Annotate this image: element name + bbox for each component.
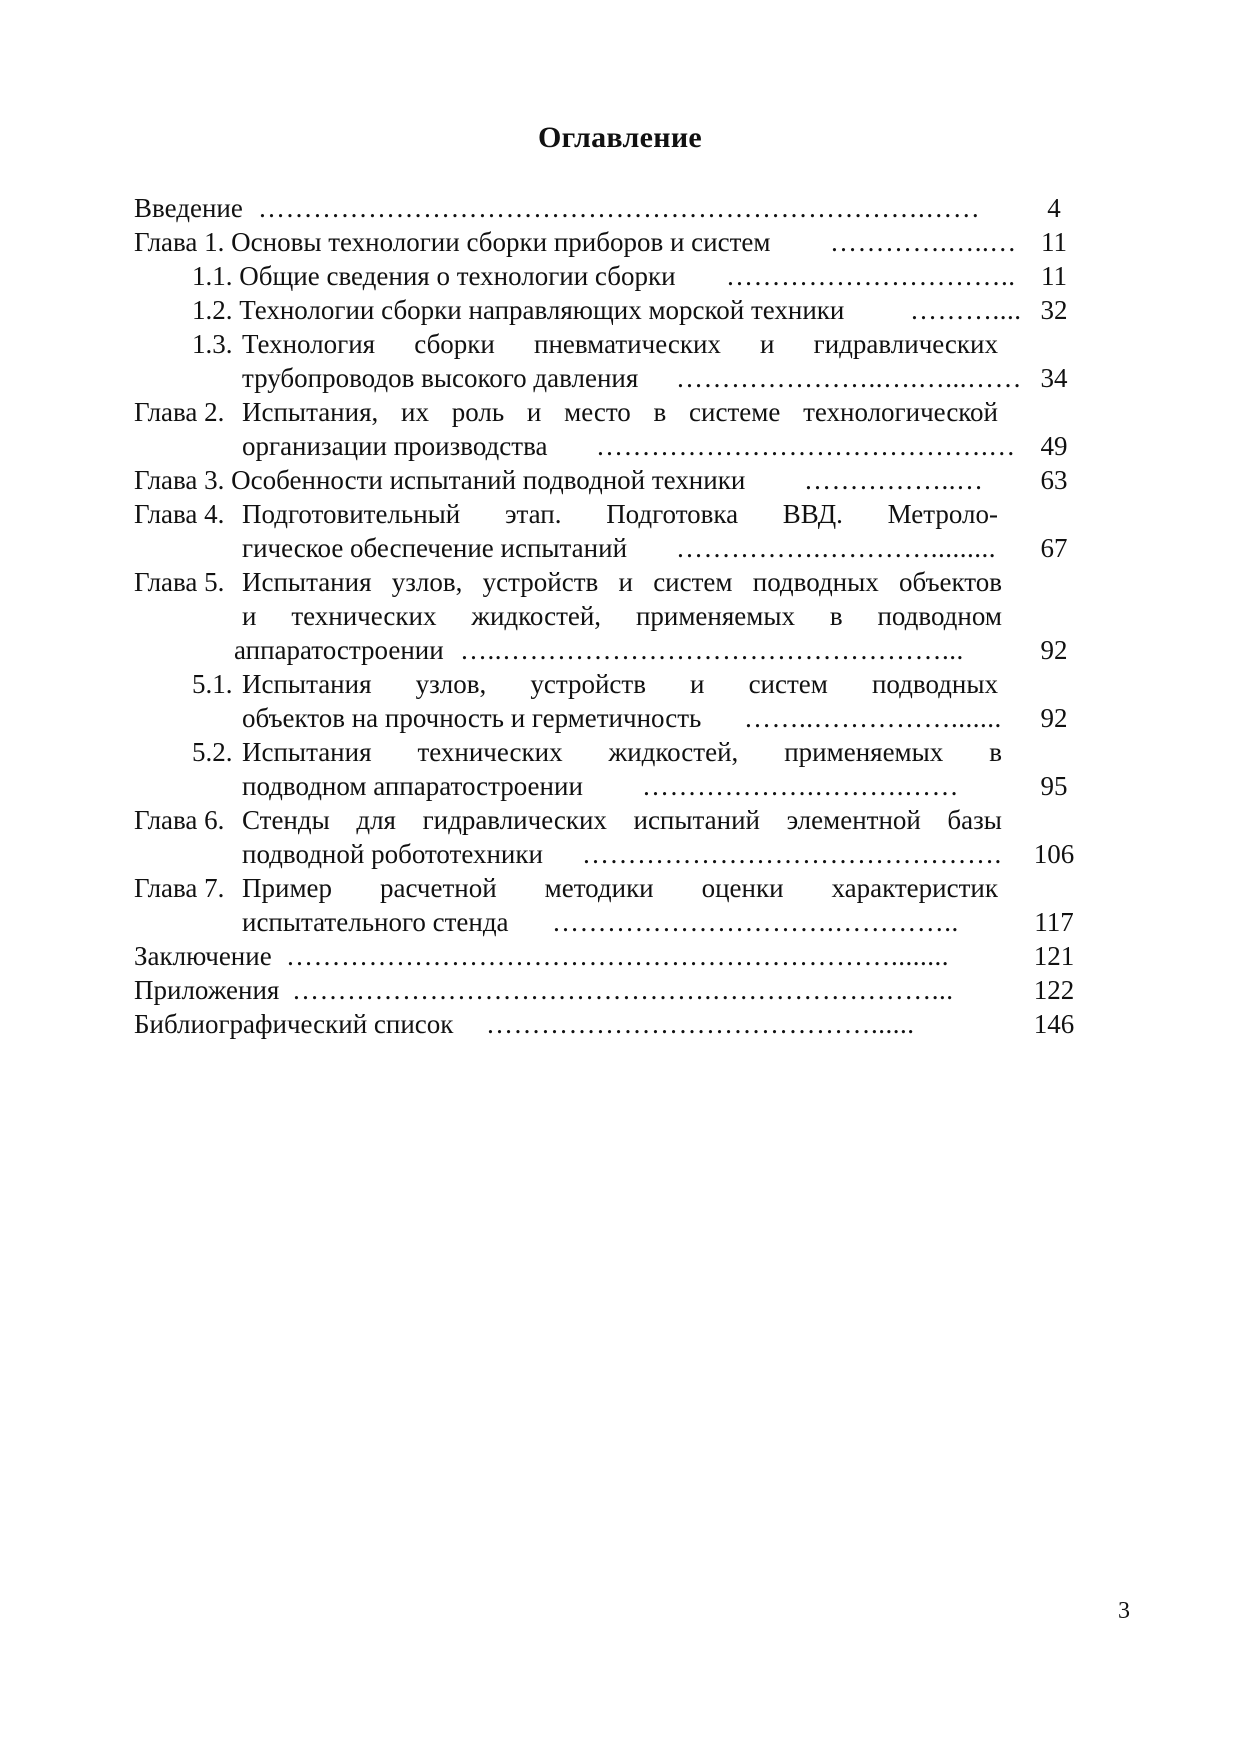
toc-word: объектов (899, 567, 1002, 597)
toc-entry-justified-text (242, 395, 998, 429)
page-title: Оглавление (537, 121, 703, 154)
toc-leader-dots: …………………………………………………………........ (286, 941, 949, 971)
toc-page-number: 92 (1040, 703, 1068, 733)
toc-word: Испытания, (242, 397, 379, 427)
toc-word: технологической (803, 397, 998, 427)
toc-page-number: 106 (1033, 839, 1075, 869)
toc-word: подводных (752, 567, 879, 597)
toc-entry-chapter-4[interactable] (134, 497, 1094, 531)
toc-entry-justified-text (242, 565, 1002, 599)
toc-word: технических (291, 601, 437, 631)
toc-page-number: 67 (1040, 533, 1068, 563)
toc-word: и (242, 601, 257, 631)
toc-word: Стенды (242, 805, 330, 835)
toc-leader-dots: ……………..… (804, 465, 984, 495)
toc-entry-lead: 5.2. (192, 737, 233, 767)
toc-leader-dots: ………….…..… (830, 227, 1017, 257)
toc-page-number: 11 (1041, 261, 1067, 291)
toc-entry-section-1-2[interactable] (134, 293, 1094, 327)
toc-entry-section-5-1[interactable] (134, 667, 1094, 701)
toc-word: технических (417, 737, 563, 767)
toc-word: Метроло- (887, 499, 998, 529)
toc-word: гидравлических (813, 329, 998, 359)
toc-leader-dots: …………………………………….… (596, 431, 1016, 461)
toc-entry-chapter-7[interactable] (134, 871, 1094, 905)
toc-word: в (829, 601, 843, 631)
toc-word: Технология (242, 329, 376, 359)
toc-entry-text: 1.1. Общие сведения о технологии сборки (192, 261, 676, 291)
toc-entry-conclusion[interactable] (134, 939, 1094, 973)
toc-leader-dots: ……………………………………………………………….…… (258, 193, 981, 223)
toc-entry-continuation[interactable] (134, 361, 1094, 395)
toc-entry-text: объектов на прочность и герметичность (242, 703, 702, 733)
toc-entry-bibliography[interactable] (134, 1007, 1094, 1041)
toc-entry-text: Приложения (134, 975, 280, 1005)
toc-word: этап. (504, 499, 562, 529)
toc-word: и (690, 669, 705, 699)
toc-word: жидкостей, (471, 601, 602, 631)
toc-word: в (989, 737, 1002, 767)
toc-entry-text: трубопроводов высокого давления (242, 363, 639, 393)
toc-word: для (356, 805, 396, 835)
toc-word: устройств (482, 567, 599, 597)
toc-word: методики (544, 873, 654, 903)
toc-word: их (401, 397, 429, 427)
toc-entry-justified-text (242, 667, 998, 701)
toc-leader-dots: ………………………………………. (582, 839, 1002, 869)
toc-word: подводных (871, 669, 998, 699)
toc-entry-continuation[interactable] (134, 531, 1094, 565)
toc-entry-chapter-3[interactable] (134, 463, 1094, 497)
toc-word: жидкостей, (608, 737, 739, 767)
toc-leader-dots: ……….... (910, 295, 1022, 325)
toc-entry-justified-text (242, 599, 1002, 633)
toc-leader-dots: ………………………….. (726, 261, 1016, 291)
toc-entry-text: Библиографический список (134, 1009, 454, 1039)
toc-entry-text: подводном аппаратостроении (242, 771, 583, 801)
toc-word: и (760, 329, 775, 359)
toc-word: роль (451, 397, 505, 427)
toc-entry-section-5-2[interactable] (134, 735, 1094, 769)
toc-entry-section-1-1[interactable] (134, 259, 1094, 293)
toc-page-number: 49 (1040, 431, 1068, 461)
toc-entry-chapter-5[interactable] (134, 565, 1094, 599)
toc-entry-lead: Глава 7. (134, 873, 225, 903)
toc-page-number: 92 (1040, 635, 1068, 665)
toc-page-number: 122 (1033, 975, 1075, 1005)
toc-entry-chapter-1[interactable] (134, 225, 1094, 259)
toc-word: применяемых (784, 737, 944, 767)
table-of-contents (134, 191, 1094, 1041)
page-number: 3 (1118, 1598, 1130, 1624)
toc-entry-justified-text (242, 735, 1002, 769)
toc-word: Испытания (242, 567, 372, 597)
toc-page-number: 146 (1033, 1009, 1075, 1039)
toc-word: сборки (414, 329, 495, 359)
toc-leader-dots: …..…………………………………………... (460, 635, 964, 665)
toc-page-number: 11 (1041, 227, 1067, 257)
toc-word: гидравлических (422, 805, 607, 835)
toc-entry-chapter-6[interactable] (134, 803, 1094, 837)
toc-entry-text: Глава 3. Особенности испытаний подводной техники (134, 465, 746, 495)
toc-page-number: 63 (1040, 465, 1068, 495)
toc-leader-dots: ……………….……….…… (642, 771, 959, 801)
toc-entry-continuation[interactable] (134, 905, 1094, 939)
toc-entry-section-1-3[interactable] (134, 327, 1094, 361)
toc-entry-chapter-2[interactable] (134, 395, 1094, 429)
toc-leader-dots: ………………………….………….. (552, 907, 959, 937)
toc-word: Испытания (242, 737, 372, 767)
toc-page-number: 4 (1047, 193, 1061, 223)
toc-word: систем (748, 669, 828, 699)
toc-entry-justified-text (242, 803, 1002, 837)
toc-entry-continuation[interactable] (134, 769, 1094, 803)
toc-word: Подготовительный (242, 499, 461, 529)
toc-entry-text: подводной робототехники (242, 839, 543, 869)
toc-page-number: 32 (1040, 295, 1068, 325)
toc-entry-introduction[interactable] (134, 191, 1094, 225)
toc-entry-text: испытательного стенда (242, 907, 509, 937)
toc-word: Подготовка (606, 499, 739, 529)
toc-entry-justified-text (242, 497, 998, 531)
toc-word: испытаний (633, 805, 760, 835)
toc-entry-lead: 5.1. (192, 669, 233, 699)
toc-word: пневматических (534, 329, 721, 359)
toc-word: расчетной (379, 873, 497, 903)
toc-word: узлов, (391, 567, 463, 597)
toc-word: элементной (786, 805, 921, 835)
toc-leader-dots: ……………………………………….……………………... (292, 975, 954, 1005)
toc-word: систем (653, 567, 733, 597)
toc-page-number: 95 (1040, 771, 1068, 801)
toc-entry-justified-text (242, 871, 998, 905)
toc-word: место (564, 397, 631, 427)
toc-entry-text: гическое обеспечение испытаний (242, 533, 628, 563)
toc-page-number: 117 (1034, 907, 1074, 937)
toc-word: применяемых (635, 601, 795, 631)
toc-entry-continuation[interactable] (134, 837, 1094, 871)
toc-entry-lead: Глава 4. (134, 499, 225, 529)
toc-entry-continuation[interactable] (134, 633, 1094, 667)
toc-leader-dots: …………………..….…...…… (676, 363, 1022, 393)
toc-entry-text: Глава 1. Основы технологии сборки приборов и систем (134, 227, 771, 257)
toc-entry-continuation[interactable] (134, 701, 1094, 735)
toc-word: Пример (242, 873, 333, 903)
toc-leader-dots: …………….…………......... (676, 533, 996, 563)
toc-entry-lead: Глава 5. (134, 567, 225, 597)
toc-entry-text: 1.2. Технологии сборки направляющих морской техники (192, 295, 845, 325)
toc-word: оценки (701, 873, 784, 903)
toc-entry-appendices[interactable] (134, 973, 1094, 1007)
toc-entry-continuation[interactable] (134, 429, 1094, 463)
toc-word: и (618, 567, 633, 597)
toc-entry-lead: Глава 6. (134, 805, 225, 835)
toc-word: устройств (530, 669, 646, 699)
toc-word: базы (947, 805, 1002, 835)
toc-entry-text: Заключение (134, 941, 272, 971)
toc-entry-justified-text (242, 327, 998, 361)
toc-page-number: 121 (1033, 941, 1075, 971)
toc-entry-continuation[interactable] (134, 599, 1094, 633)
toc-word: в (653, 397, 667, 427)
toc-word: узлов, (415, 669, 487, 699)
toc-entry-text: организации производства (242, 431, 548, 461)
toc-leader-dots: ……………………………………...... (486, 1009, 915, 1039)
toc-page-number: 34 (1040, 363, 1068, 393)
toc-word: ВВД. (782, 499, 843, 529)
toc-entry-lead: 1.3. (192, 329, 233, 359)
toc-leader-dots: ……..……………....... (744, 703, 1002, 733)
toc-word: подводном (877, 601, 1002, 631)
toc-word: и (526, 397, 542, 427)
toc-word: системе (689, 397, 781, 427)
toc-entry-text: аппаратостроении (234, 635, 444, 665)
toc-word: Испытания (242, 669, 372, 699)
toc-entry-text: Введение (134, 193, 243, 223)
toc-word: характеристик (831, 873, 998, 903)
toc-entry-lead: Глава 2. (134, 397, 225, 427)
